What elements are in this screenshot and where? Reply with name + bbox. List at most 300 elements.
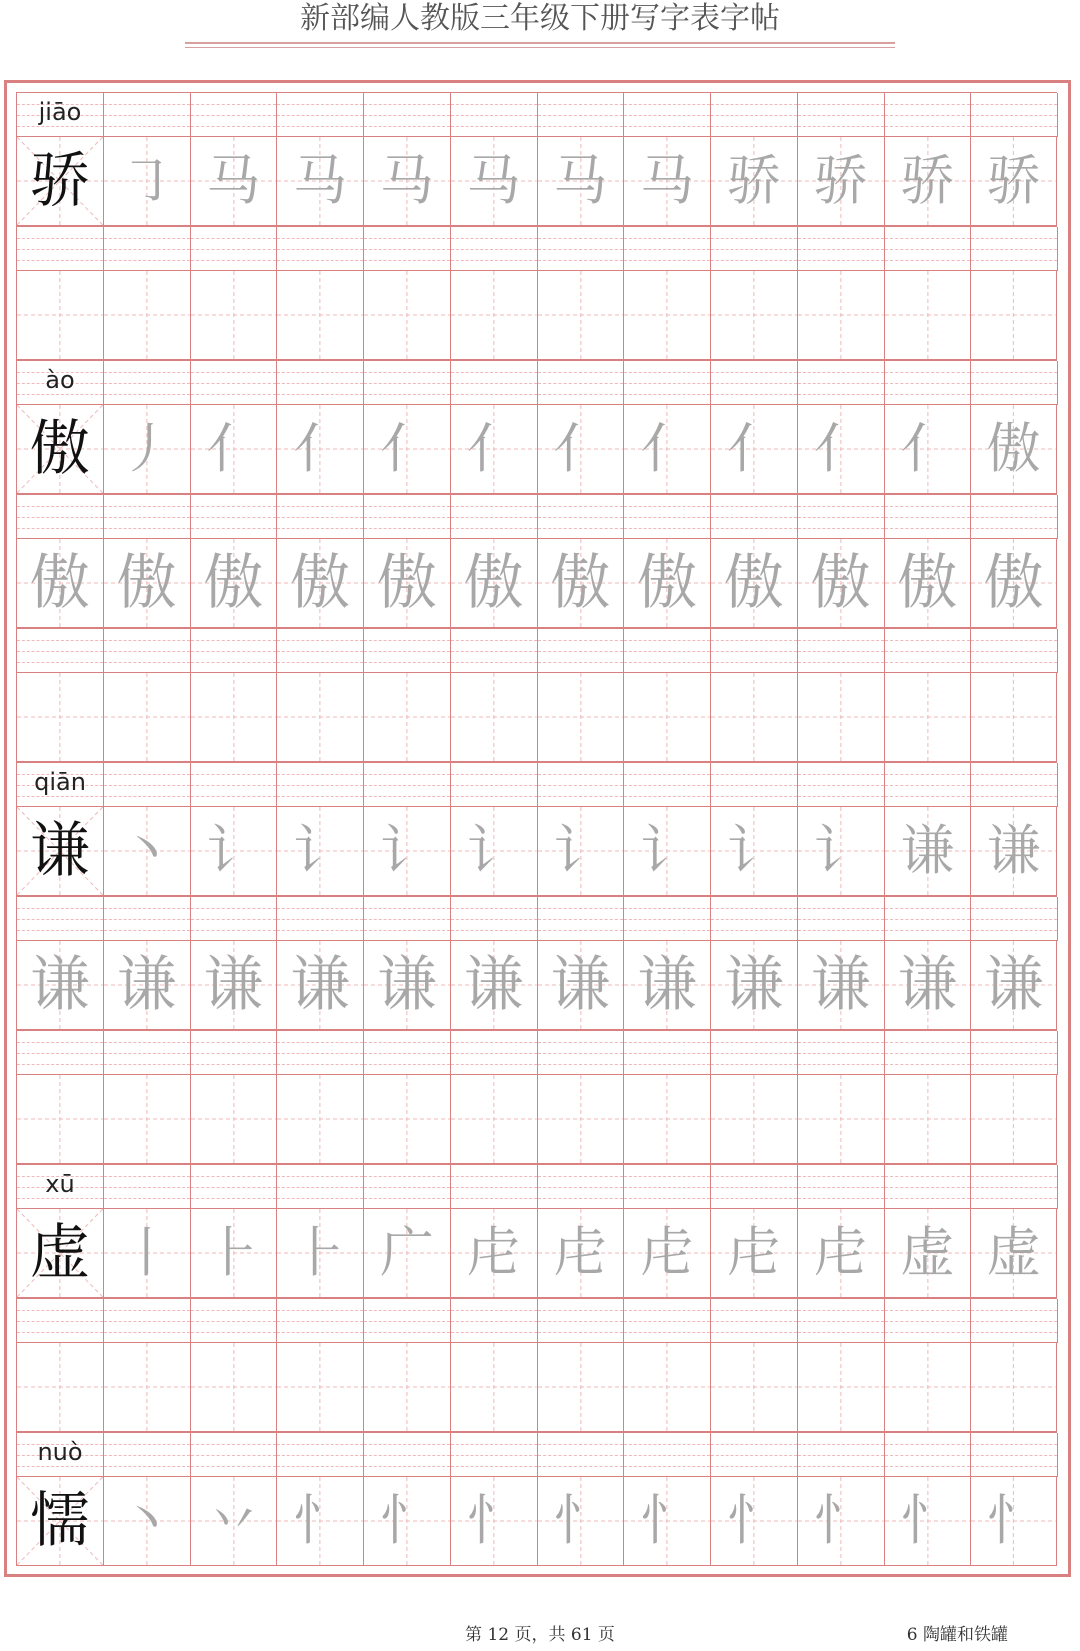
tian-grid-guides bbox=[624, 673, 710, 761]
pinyin-guide-line bbox=[538, 1176, 624, 1177]
pinyin-guide-line bbox=[17, 1064, 103, 1065]
tian-grid-guides bbox=[885, 673, 971, 761]
pinyin-cell bbox=[451, 1165, 538, 1209]
blank-practice-cell[interactable] bbox=[450, 1075, 537, 1164]
pinyin-guide-line bbox=[711, 640, 797, 641]
trace-character: 傲 bbox=[203, 548, 264, 618]
practice-cell bbox=[190, 405, 277, 494]
pinyin-guide-line bbox=[104, 1455, 190, 1456]
pinyin-cell bbox=[624, 1165, 711, 1209]
pinyin-guide-line bbox=[624, 919, 710, 920]
pinyin-cell bbox=[971, 1433, 1058, 1477]
trace-character: 谦 bbox=[810, 950, 871, 1020]
tian-grid-guides bbox=[885, 1075, 971, 1163]
tian-grid-guides bbox=[798, 271, 884, 359]
blank-practice-cell[interactable] bbox=[970, 673, 1057, 762]
practice-cell bbox=[103, 1477, 190, 1566]
pinyin-guide-line bbox=[798, 908, 884, 909]
pinyin-guide-line bbox=[971, 238, 1057, 239]
pinyin-guide-line bbox=[451, 662, 537, 663]
pinyin-cell bbox=[451, 629, 538, 673]
pinyin-cell bbox=[538, 93, 625, 137]
blank-practice-cell[interactable] bbox=[970, 1075, 1057, 1164]
pinyin-cell bbox=[885, 897, 972, 941]
pinyin-guide-line bbox=[104, 930, 190, 931]
stroke-step-glyph: 讠 bbox=[553, 819, 608, 882]
pinyin-cell bbox=[711, 1031, 798, 1075]
practice-cell bbox=[797, 941, 884, 1030]
practice-cell bbox=[450, 1477, 537, 1566]
pinyin-cell bbox=[277, 1031, 364, 1075]
pinyin-guide-line bbox=[538, 260, 624, 261]
pinyin-guide-line bbox=[711, 383, 797, 384]
blank-practice-cell[interactable] bbox=[103, 1075, 190, 1164]
pinyin-guide-line bbox=[17, 249, 103, 250]
practice-cell bbox=[363, 807, 450, 896]
pinyin-guide-line bbox=[624, 651, 710, 652]
blank-practice-cell[interactable] bbox=[16, 271, 103, 360]
trace-character: 谦 bbox=[550, 950, 611, 1020]
stroke-step-glyph: 忄 bbox=[726, 1489, 781, 1552]
tian-grid-guides bbox=[798, 1075, 884, 1163]
pinyin-guide-line bbox=[364, 908, 450, 909]
trace-character: 傲 bbox=[637, 548, 698, 618]
blank-practice-cell[interactable] bbox=[363, 1075, 450, 1164]
pinyin-guide-line bbox=[971, 1053, 1057, 1054]
stroke-step-glyph: 丿 bbox=[119, 417, 174, 480]
trace-character: 谦 bbox=[723, 950, 784, 1020]
trace-character: 谦 bbox=[29, 950, 90, 1020]
blank-practice-cell[interactable] bbox=[797, 1343, 884, 1432]
pinyin-guide-line bbox=[17, 930, 103, 931]
pinyin-guide-line bbox=[191, 1053, 277, 1054]
pinyin-cell bbox=[798, 1433, 885, 1477]
pinyin-row bbox=[16, 896, 1057, 941]
pinyin-guide-line bbox=[364, 238, 450, 239]
pinyin-guide-line bbox=[711, 662, 797, 663]
blank-practice-cell[interactable] bbox=[276, 1343, 363, 1432]
blank-practice-cell[interactable] bbox=[970, 1343, 1057, 1432]
pinyin-guide-line bbox=[624, 1064, 710, 1065]
pinyin-guide-line bbox=[798, 104, 884, 105]
stroke-step-glyph: 骄 bbox=[726, 149, 781, 212]
blank-practice-cell[interactable] bbox=[363, 1343, 450, 1432]
pinyin-cell bbox=[798, 897, 885, 941]
pinyin-guide-line bbox=[277, 506, 363, 507]
pinyin-cell bbox=[364, 1299, 451, 1343]
pinyin-guide-line bbox=[885, 1176, 971, 1177]
tian-grid-guides bbox=[711, 1075, 797, 1163]
pinyin-guide-line bbox=[624, 774, 710, 775]
pinyin-guide-line bbox=[798, 640, 884, 641]
pinyin-guide-line bbox=[451, 104, 537, 105]
blank-practice-cell[interactable] bbox=[103, 271, 190, 360]
pinyin-guide-line bbox=[798, 528, 884, 529]
practice-cell bbox=[16, 405, 103, 494]
pinyin-cell bbox=[798, 763, 885, 807]
pinyin-guide-line bbox=[885, 651, 971, 652]
pinyin-guide-line bbox=[277, 785, 363, 786]
pinyin-guide-line bbox=[364, 1310, 450, 1311]
trace-character: 傲 bbox=[550, 548, 611, 618]
pinyin-guide-line bbox=[364, 774, 450, 775]
pinyin-guide-line bbox=[451, 1455, 537, 1456]
stroke-step-glyph: 忄 bbox=[813, 1489, 868, 1552]
stroke-step-glyph: 虍 bbox=[466, 1221, 521, 1284]
stroke-step-glyph: 忄 bbox=[986, 1489, 1041, 1552]
blank-practice-cell[interactable] bbox=[797, 673, 884, 762]
pinyin-cell bbox=[538, 227, 625, 271]
blank-practice-cell[interactable] bbox=[797, 1075, 884, 1164]
pinyin-cell bbox=[17, 1031, 104, 1075]
pinyin-guide-line bbox=[624, 1455, 710, 1456]
pinyin-guide-line bbox=[191, 104, 277, 105]
pinyin-cell bbox=[451, 1433, 538, 1477]
pinyin-guide-line bbox=[538, 1064, 624, 1065]
practice-cell bbox=[103, 1209, 190, 1298]
practice-cell bbox=[623, 807, 710, 896]
stroke-step-glyph: 忄 bbox=[379, 1489, 434, 1552]
practice-cell bbox=[276, 1209, 363, 1298]
pinyin-guide-line bbox=[711, 1064, 797, 1065]
tian-grid-guides bbox=[711, 673, 797, 761]
blank-practice-cell[interactable] bbox=[16, 1075, 103, 1164]
stroke-step-glyph: 广 bbox=[379, 1221, 434, 1284]
stroke-step-glyph: 忄 bbox=[640, 1489, 695, 1552]
pinyin-guide-line bbox=[798, 1042, 884, 1043]
tian-grid-guides bbox=[451, 1343, 537, 1431]
pinyin-label: qiān bbox=[34, 768, 86, 796]
blank-practice-cell[interactable] bbox=[103, 1343, 190, 1432]
pinyin-guide-line bbox=[451, 1332, 537, 1333]
pinyin-guide-line bbox=[191, 517, 277, 518]
stroke-step-glyph: 马 bbox=[293, 149, 348, 212]
tian-grid-guides bbox=[277, 1343, 363, 1431]
pinyin-guide-line bbox=[277, 1064, 363, 1065]
pinyin-guide-line bbox=[885, 1455, 971, 1456]
pinyin-guide-line bbox=[624, 372, 710, 373]
pinyin-guide-line bbox=[971, 249, 1057, 250]
blank-practice-cell[interactable] bbox=[623, 271, 710, 360]
tian-grid-guides bbox=[277, 673, 363, 761]
pinyin-guide-line bbox=[798, 919, 884, 920]
pinyin-guide-line bbox=[364, 126, 450, 127]
pinyin-guide-line bbox=[17, 528, 103, 529]
pinyin-cell bbox=[624, 897, 711, 941]
trace-row bbox=[16, 941, 1057, 1030]
pinyin-guide-line bbox=[885, 640, 971, 641]
blank-practice-cell[interactable] bbox=[16, 673, 103, 762]
pinyin-guide-line bbox=[971, 785, 1057, 786]
pinyin-cell bbox=[17, 1299, 104, 1343]
pinyin-guide-line bbox=[971, 1176, 1057, 1177]
pinyin-guide-line bbox=[104, 1332, 190, 1333]
blank-practice-cell[interactable] bbox=[190, 1343, 277, 1432]
blank-practice-cell[interactable] bbox=[710, 673, 797, 762]
pinyin-cell bbox=[17, 897, 104, 941]
pinyin-guide-line bbox=[364, 640, 450, 641]
pinyin-guide-line bbox=[104, 383, 190, 384]
pinyin-cell bbox=[624, 93, 711, 137]
pinyin-guide-line bbox=[711, 1332, 797, 1333]
practice-cell bbox=[537, 1209, 624, 1298]
practice-cell bbox=[276, 405, 363, 494]
practice-cell bbox=[450, 807, 537, 896]
pinyin-guide-line bbox=[885, 919, 971, 920]
pinyin-guide-line bbox=[711, 1321, 797, 1322]
practice-cell bbox=[884, 1477, 971, 1566]
pinyin-guide-line bbox=[711, 1042, 797, 1043]
practice-cell bbox=[103, 941, 190, 1030]
stroke-step-glyph: 马 bbox=[466, 149, 521, 212]
tian-grid-guides bbox=[104, 1343, 190, 1431]
blank-practice-cell[interactable] bbox=[190, 673, 277, 762]
pinyin-guide-line bbox=[798, 1332, 884, 1333]
pinyin-cell bbox=[624, 1433, 711, 1477]
practice-cell bbox=[450, 405, 537, 494]
pinyin-row bbox=[16, 762, 1057, 807]
blank-practice-cell[interactable] bbox=[190, 271, 277, 360]
pinyin-guide-line bbox=[364, 1176, 450, 1177]
pinyin-guide-line bbox=[538, 1187, 624, 1188]
pinyin-guide-line bbox=[971, 104, 1057, 105]
pinyin-guide-line bbox=[711, 1310, 797, 1311]
practice-cell bbox=[363, 405, 450, 494]
tian-grid-guides bbox=[17, 271, 103, 359]
pinyin-guide-line bbox=[191, 651, 277, 652]
pinyin-guide-line bbox=[104, 919, 190, 920]
blank-practice-cell[interactable] bbox=[884, 271, 971, 360]
pinyin-guide-line bbox=[191, 383, 277, 384]
title-underline-thin bbox=[185, 47, 895, 48]
pinyin-guide-line bbox=[885, 249, 971, 250]
stroke-order-row bbox=[16, 807, 1057, 896]
pinyin-row bbox=[16, 628, 1057, 673]
pinyin-guide-line bbox=[885, 104, 971, 105]
practice-cell bbox=[16, 539, 103, 628]
stroke-step-glyph: 忄 bbox=[553, 1489, 608, 1552]
pinyin-guide-line bbox=[191, 238, 277, 239]
blank-practice-cell[interactable] bbox=[363, 673, 450, 762]
pinyin-guide-line bbox=[798, 1187, 884, 1188]
blank-practice-cell[interactable] bbox=[537, 271, 624, 360]
page-counter: 第 12 页，共 61 页 bbox=[465, 1625, 615, 1645]
pinyin-guide-line bbox=[624, 506, 710, 507]
stroke-step-glyph: ㇆ bbox=[119, 149, 174, 212]
pinyin-guide-line bbox=[104, 528, 190, 529]
pinyin-guide-line bbox=[798, 260, 884, 261]
pinyin-guide-line bbox=[538, 908, 624, 909]
blank-practice-cell[interactable] bbox=[103, 673, 190, 762]
pinyin-guide-line bbox=[885, 1198, 971, 1199]
pinyin-guide-line bbox=[885, 517, 971, 518]
blank-practice-cell[interactable] bbox=[537, 1343, 624, 1432]
pinyin-guide-line bbox=[885, 785, 971, 786]
tian-grid-guides bbox=[277, 1075, 363, 1163]
blank-practice-cell[interactable] bbox=[16, 1343, 103, 1432]
pinyin-guide-line bbox=[711, 774, 797, 775]
blank-practice-cell[interactable] bbox=[450, 1343, 537, 1432]
practice-cell bbox=[884, 137, 971, 226]
pinyin-guide-line bbox=[798, 1321, 884, 1322]
pinyin-guide-line bbox=[538, 930, 624, 931]
blank-practice-cell[interactable] bbox=[190, 1075, 277, 1164]
practice-cell bbox=[537, 405, 624, 494]
pinyin-guide-line bbox=[971, 640, 1057, 641]
pinyin-guide-line bbox=[364, 1198, 450, 1199]
stroke-step-glyph: 讠 bbox=[293, 819, 348, 882]
blank-practice-cell[interactable] bbox=[884, 673, 971, 762]
pinyin-guide-line bbox=[277, 383, 363, 384]
pinyin-cell bbox=[711, 897, 798, 941]
stroke-order-row bbox=[16, 1477, 1057, 1566]
pinyin-guide-line bbox=[624, 238, 710, 239]
practice-cell bbox=[537, 137, 624, 226]
pinyin-cell bbox=[971, 1165, 1058, 1209]
blank-practice-cell[interactable] bbox=[623, 1075, 710, 1164]
pinyin-cell bbox=[104, 93, 191, 137]
blank-practice-cell[interactable] bbox=[884, 1343, 971, 1432]
pinyin-guide-line bbox=[624, 796, 710, 797]
blank-practice-cell[interactable] bbox=[537, 1075, 624, 1164]
pinyin-guide-line bbox=[17, 238, 103, 239]
pinyin-guide-line bbox=[364, 1455, 450, 1456]
practice-cell bbox=[276, 539, 363, 628]
pinyin-guide-line bbox=[624, 104, 710, 105]
trace-character: 傲 bbox=[290, 548, 351, 618]
blank-practice-cell[interactable] bbox=[276, 673, 363, 762]
stroke-step-glyph: 虍 bbox=[640, 1221, 695, 1284]
pinyin-cell bbox=[364, 1165, 451, 1209]
blank-practice-cell[interactable] bbox=[276, 1075, 363, 1164]
pinyin-guide-line bbox=[624, 662, 710, 663]
pinyin-cell bbox=[451, 93, 538, 137]
pinyin-guide-line bbox=[104, 774, 190, 775]
practice-cell bbox=[190, 137, 277, 226]
pinyin-guide-line bbox=[364, 1042, 450, 1043]
stroke-step-glyph: 虚 bbox=[900, 1221, 955, 1284]
pinyin-guide-line bbox=[971, 383, 1057, 384]
trace-character: 谦 bbox=[376, 950, 437, 1020]
pinyin-guide-line bbox=[885, 1310, 971, 1311]
pinyin-guide-line bbox=[104, 1444, 190, 1445]
blank-practice-cell[interactable] bbox=[363, 271, 450, 360]
stroke-step-glyph: 讠 bbox=[206, 819, 261, 882]
pinyin-guide-line bbox=[885, 774, 971, 775]
pinyin-guide-line bbox=[971, 1187, 1057, 1188]
pinyin-guide-line bbox=[451, 651, 537, 652]
blank-practice-cell[interactable] bbox=[970, 271, 1057, 360]
pinyin-guide-line bbox=[364, 785, 450, 786]
pinyin-guide-line bbox=[798, 651, 884, 652]
pinyin-guide-line bbox=[191, 1187, 277, 1188]
pinyin-guide-line bbox=[277, 796, 363, 797]
pinyin-guide-line bbox=[277, 930, 363, 931]
pinyin-guide-line bbox=[451, 1053, 537, 1054]
practice-cell bbox=[884, 539, 971, 628]
pinyin-cell bbox=[885, 1165, 972, 1209]
blank-practice-cell[interactable] bbox=[710, 1343, 797, 1432]
stroke-step-glyph: 骄 bbox=[986, 149, 1041, 212]
blank-practice-cell[interactable] bbox=[450, 271, 537, 360]
pinyin-cell bbox=[104, 227, 191, 271]
tian-grid-guides bbox=[538, 673, 624, 761]
trace-character: 谦 bbox=[290, 950, 351, 1020]
trace-character: 傲 bbox=[29, 548, 90, 618]
blank-practice-cell[interactable] bbox=[450, 673, 537, 762]
pinyin-guide-line bbox=[277, 1466, 363, 1467]
pinyin-guide-line bbox=[364, 506, 450, 507]
pinyin-guide-line bbox=[104, 238, 190, 239]
pinyin-guide-line bbox=[277, 517, 363, 518]
trace-character: 谦 bbox=[116, 950, 177, 1020]
blank-practice-cell[interactable] bbox=[623, 673, 710, 762]
practice-cell bbox=[797, 807, 884, 896]
pinyin-guide-line bbox=[885, 260, 971, 261]
blank-practice-cell[interactable] bbox=[797, 271, 884, 360]
blank-practice-cell[interactable] bbox=[537, 673, 624, 762]
practice-cell bbox=[276, 137, 363, 226]
pinyin-guide-line bbox=[711, 372, 797, 373]
pinyin-cell bbox=[624, 763, 711, 807]
pinyin-cell bbox=[104, 1433, 191, 1477]
pinyin-guide-line bbox=[711, 1187, 797, 1188]
tian-grid-guides bbox=[711, 1343, 797, 1431]
model-character: 谦 bbox=[29, 816, 90, 886]
pinyin-guide-line bbox=[711, 930, 797, 931]
pinyin-row bbox=[16, 1164, 1057, 1209]
pinyin-guide-line bbox=[885, 796, 971, 797]
pinyin-cell bbox=[364, 361, 451, 405]
pinyin-cell bbox=[624, 227, 711, 271]
blank-practice-cell[interactable] bbox=[623, 1343, 710, 1432]
pinyin-guide-line bbox=[191, 1332, 277, 1333]
stroke-step-glyph: 亻 bbox=[466, 417, 521, 480]
blank-practice-cell[interactable] bbox=[710, 1075, 797, 1164]
stroke-step-glyph: 忄 bbox=[466, 1489, 521, 1552]
blank-practice-cell[interactable] bbox=[710, 271, 797, 360]
pinyin-guide-line bbox=[538, 517, 624, 518]
pinyin-cell bbox=[277, 897, 364, 941]
pinyin-guide-line bbox=[711, 785, 797, 786]
pinyin-cell bbox=[885, 93, 972, 137]
pinyin-guide-line bbox=[538, 796, 624, 797]
pinyin-cell bbox=[364, 897, 451, 941]
pinyin-guide-line bbox=[711, 249, 797, 250]
practice-cell bbox=[190, 807, 277, 896]
trace-character: 谦 bbox=[897, 950, 958, 1020]
pinyin-cell bbox=[451, 361, 538, 405]
blank-practice-cell[interactable] bbox=[276, 271, 363, 360]
pinyin-guide-line bbox=[277, 662, 363, 663]
pinyin-cell bbox=[971, 763, 1058, 807]
model-character: 懦 bbox=[29, 1486, 90, 1556]
pinyin-guide-line bbox=[538, 104, 624, 105]
practice-cell bbox=[797, 405, 884, 494]
tian-grid-guides bbox=[17, 1343, 103, 1431]
pinyin-cell bbox=[364, 763, 451, 807]
tian-grid-guides bbox=[451, 1075, 537, 1163]
stroke-step-glyph: 马 bbox=[640, 149, 695, 212]
practice-cell bbox=[710, 405, 797, 494]
pinyin-row bbox=[16, 1298, 1057, 1343]
pinyin-guide-line bbox=[191, 1466, 277, 1467]
stroke-step-glyph: 谦 bbox=[900, 819, 955, 882]
pinyin-guide-line bbox=[711, 528, 797, 529]
blank-practice-cell[interactable] bbox=[884, 1075, 971, 1164]
stroke-step-glyph: 亻 bbox=[813, 417, 868, 480]
pinyin-row bbox=[16, 92, 1057, 137]
